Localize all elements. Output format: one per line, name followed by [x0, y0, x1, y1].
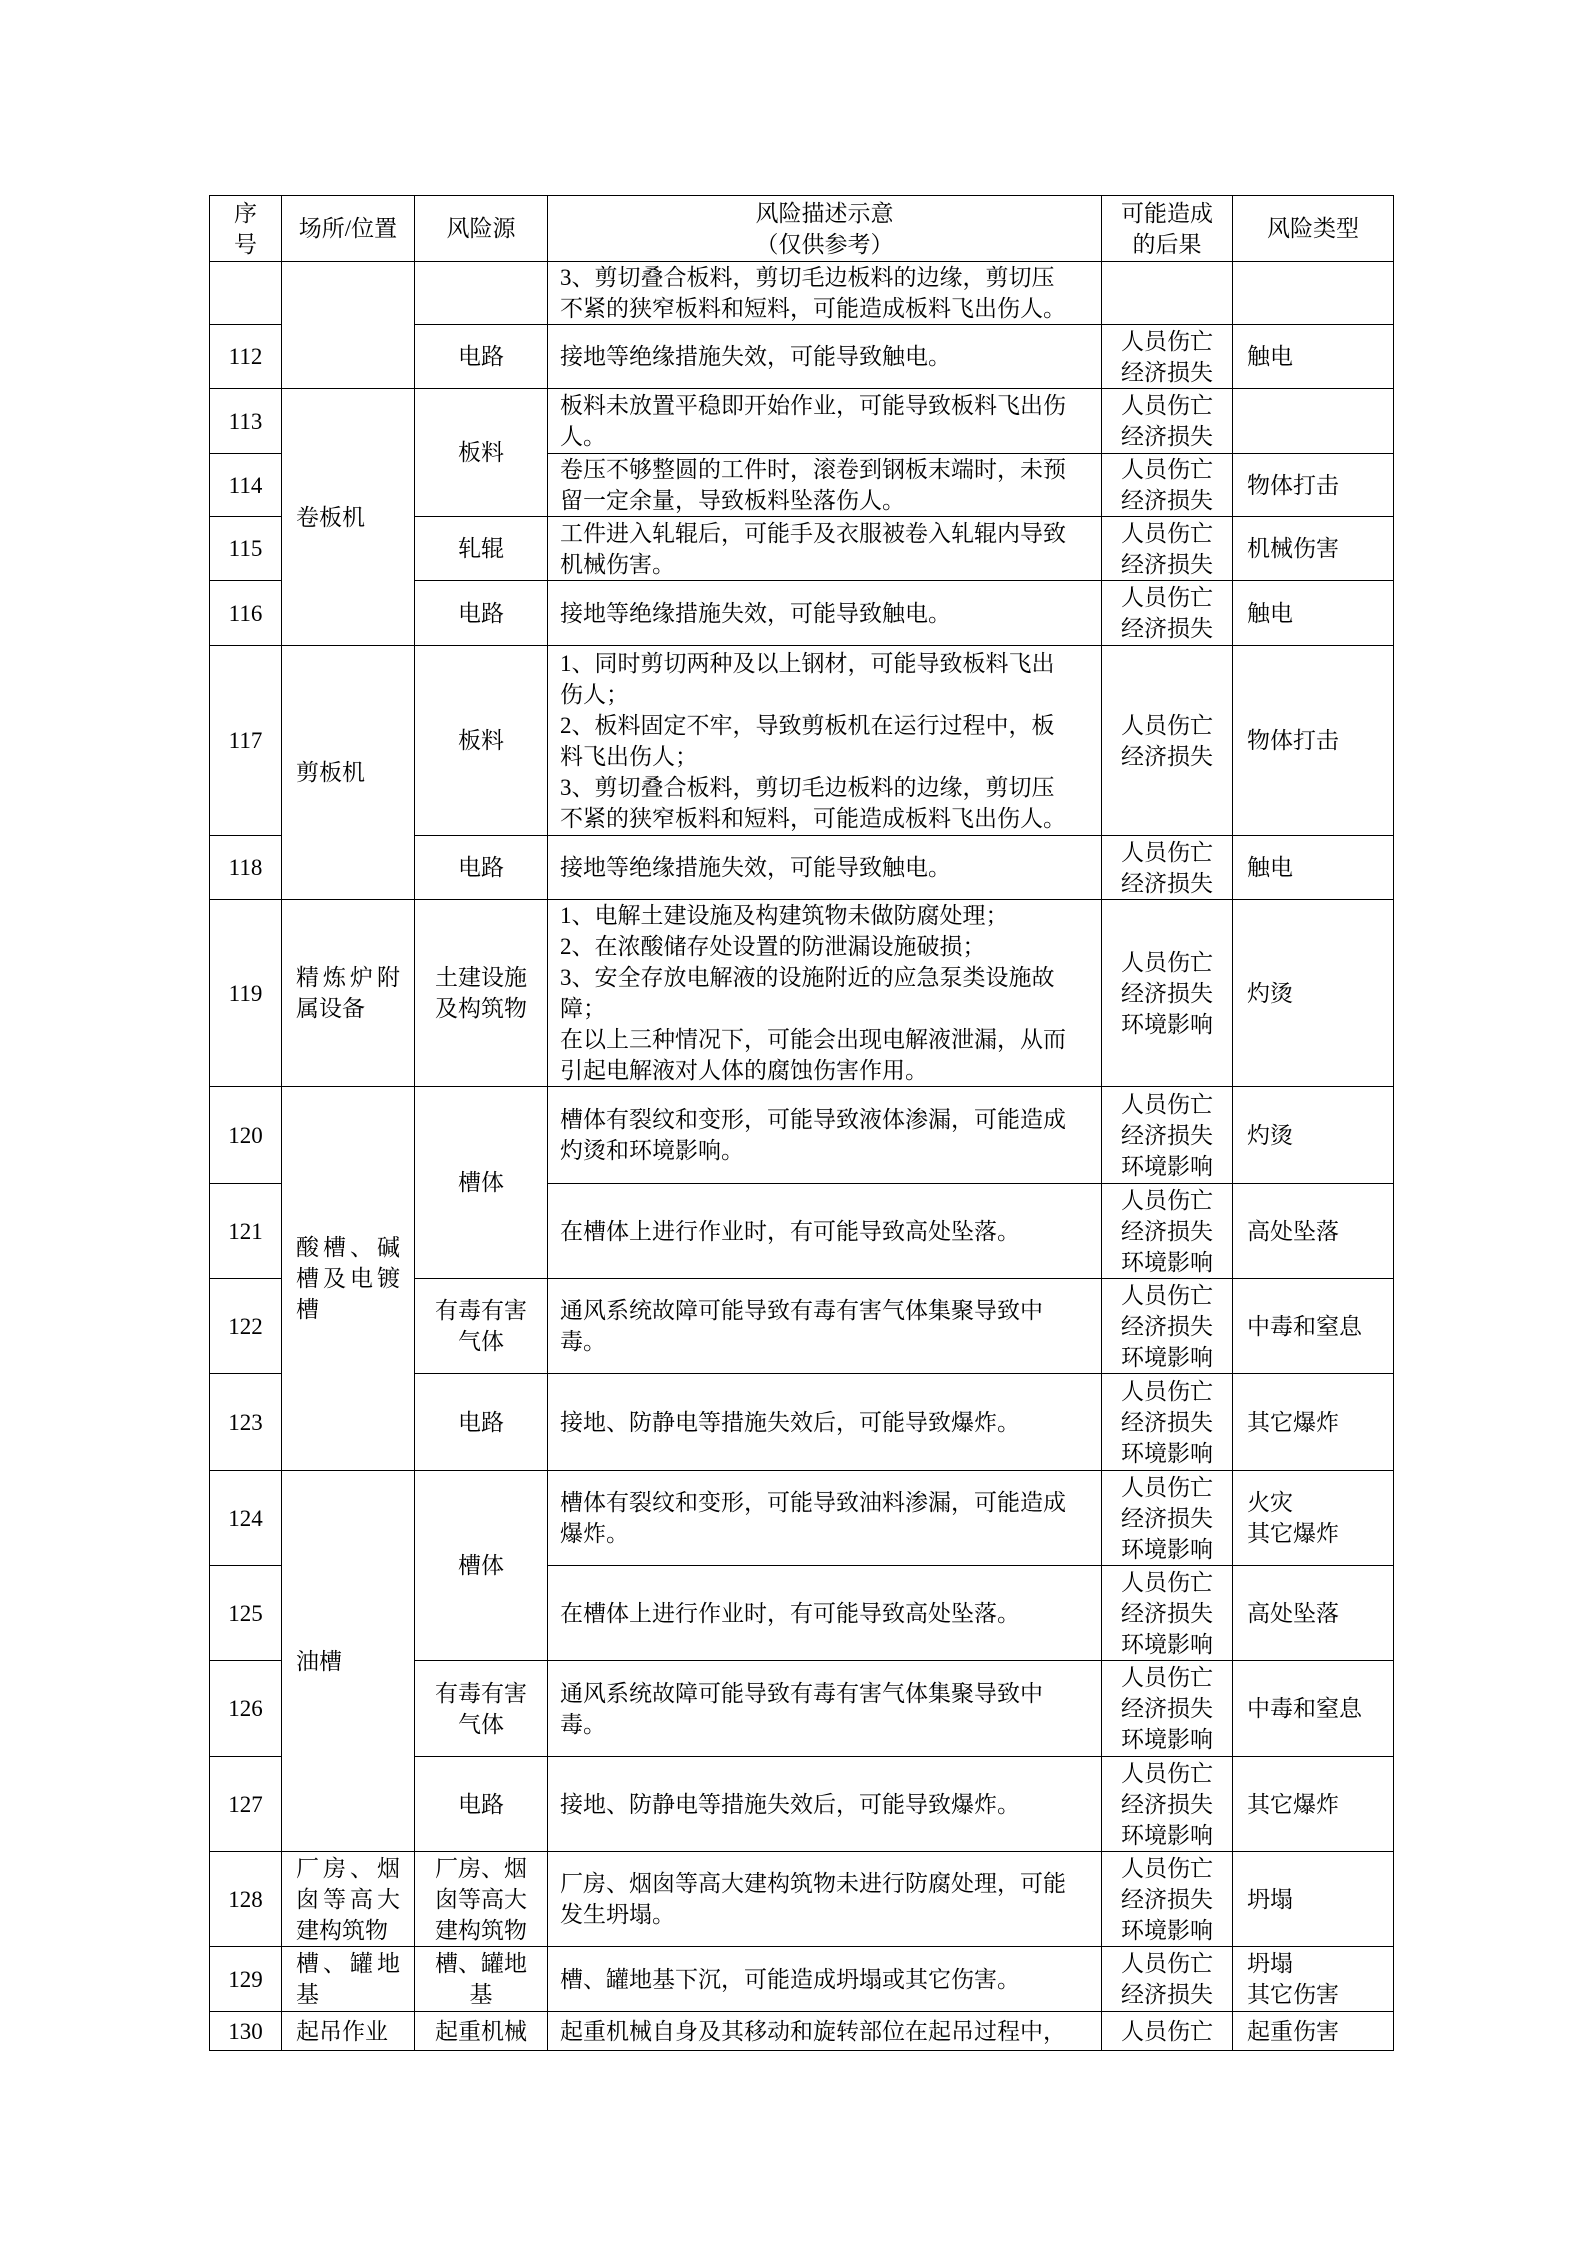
description-line: 1、电解土建设施及构建筑物未做防腐处理；: [560, 903, 1009, 928]
risk-description-cell: [548, 2012, 1102, 2051]
risk-type-cell: [1233, 1661, 1394, 1757]
consequence-cell: [1102, 262, 1233, 325]
description-line: 在槽体上进行作业时，有可能导致高处坠落。: [560, 1218, 1020, 1244]
consequence-cell: [1102, 389, 1233, 454]
description-line: 槽、罐地基下沉，可能造成坍塌或其它伤害。: [560, 1966, 1020, 1992]
risk-type-cell: [1233, 517, 1394, 581]
risk-type-line: 高处坠落: [1247, 1218, 1339, 1244]
consequence-cell: [1102, 1374, 1233, 1471]
consequence-line: 人员伤亡: [1121, 393, 1213, 418]
consequence-line: 人员伤亡: [1121, 585, 1213, 610]
description-line: 通风系统故障可能导致有毒有害气体集聚导致中: [560, 1680, 1043, 1706]
description-line: 人。: [560, 424, 606, 449]
description-line: 障；: [560, 996, 606, 1021]
risk-type-line: 高处坠落: [1247, 1600, 1339, 1626]
consequence-line: 人员伤亡: [1121, 1474, 1213, 1500]
consequence-cell: [1102, 1661, 1233, 1757]
risk-type-line: 其它伤害: [1247, 1982, 1339, 2007]
description-line: 3、剪切叠合板料，剪切毛边板料的边缘，剪切压: [560, 774, 1055, 800]
risk-source-cell: 电路: [415, 836, 548, 900]
consequence-line: 人员伤亡: [1121, 1665, 1213, 1690]
risk-source-cell: 电路: [415, 1374, 548, 1471]
consequence-line: 经济损失: [1121, 1122, 1213, 1148]
consequence-line: 经济损失: [1121, 743, 1213, 769]
consequence-line: 环境影响: [1121, 1822, 1213, 1848]
description-line: 料飞出伤人；: [560, 743, 698, 769]
header-location: 场所/位置: [282, 196, 415, 262]
risk-type-line: 机械伤害: [1247, 536, 1339, 561]
risk-type-cell: [1233, 1279, 1394, 1374]
risk-description-cell: [548, 1279, 1102, 1374]
table-body: [210, 262, 1394, 2051]
consequence-line: 人员伤亡: [1121, 1187, 1213, 1213]
consequence-cell: [1102, 454, 1233, 517]
seq-cell: 125: [210, 1566, 282, 1661]
description-line: 在槽体上进行作业时，有可能导致高处坠落。: [560, 1600, 1020, 1626]
description-line: 毒。: [560, 1329, 606, 1354]
risk-source-cell: 电路: [415, 581, 548, 646]
consequence-cell: [1102, 1852, 1233, 1947]
risk-type-cell: [1233, 646, 1394, 836]
seq-cell: 118: [210, 836, 282, 900]
risk-source-cell: 土建设施及构筑物: [415, 900, 548, 1087]
header-risk-source: 风险源: [415, 196, 548, 262]
consequence-line: 人员伤亡: [1121, 1855, 1213, 1881]
consequence-line: 经济损失: [1121, 424, 1213, 449]
risk-description-cell: [548, 1374, 1102, 1471]
risk-type-cell: [1233, 1184, 1394, 1279]
seq-cell: 128: [210, 1852, 282, 1947]
table-row: [210, 900, 1394, 1087]
seq-cell: 115: [210, 517, 282, 581]
consequence-line: 环境影响: [1121, 1011, 1213, 1037]
consequence-cell: [1102, 1566, 1233, 1661]
location-cell: 剪板机: [282, 646, 415, 900]
description-line: 卷压不够整圆的工件时，滚卷到钢板末端时，未预: [560, 457, 1066, 482]
description-line: 3、安全存放电解液的设施附近的应急泵类设施故: [560, 965, 1055, 990]
risk-description-cell: [548, 517, 1102, 581]
seq-cell: 126: [210, 1661, 282, 1757]
risk-description-cell: [548, 1947, 1102, 2012]
risk-description-cell: [548, 325, 1102, 389]
header-description-line: （仅供参考）: [755, 231, 894, 257]
risk-description-cell: [548, 900, 1102, 1087]
consequence-cell: [1102, 581, 1233, 646]
consequence-line: 人员伤亡: [1121, 2018, 1213, 2044]
risk-type-line: 坍塌: [1247, 1886, 1293, 1912]
seq-cell: 121: [210, 1184, 282, 1279]
seq-cell: 123: [210, 1374, 282, 1471]
location-cell: 槽、罐地基: [282, 1947, 415, 2012]
risk-description-cell: [548, 836, 1102, 900]
consequence-line: 人员伤亡: [1121, 712, 1213, 738]
header-seq-line: 序: [234, 200, 257, 226]
description-line: 灼烫和环境影响。: [560, 1138, 744, 1163]
consequence-cell: [1102, 1757, 1233, 1852]
description-line: 接地等绝缘措施失效，可能导致触电。: [560, 855, 951, 880]
consequence-cell: [1102, 1087, 1233, 1184]
description-line: 接地等绝缘措施失效，可能导致触电。: [560, 600, 951, 626]
risk-source-cell: 电路: [415, 325, 548, 389]
seq-cell: 127: [210, 1757, 282, 1852]
consequence-line: 经济损失: [1121, 980, 1213, 1006]
consequence-line: 经济损失: [1121, 1791, 1213, 1817]
seq-cell: 119: [210, 900, 282, 1087]
table-row: [210, 1087, 1394, 1184]
table-row: [210, 1947, 1394, 2012]
risk-type-cell: [1233, 1757, 1394, 1852]
consequence-line: 环境影响: [1121, 1631, 1213, 1657]
consequence-line: 环境影响: [1121, 1249, 1213, 1275]
risk-source-cell: 起重机械: [415, 2012, 548, 2051]
consequence-line: 人员伤亡: [1121, 1760, 1213, 1786]
seq-cell: [210, 262, 282, 325]
consequence-cell: [1102, 900, 1233, 1087]
risk-source-cell: 槽、罐地基: [415, 1947, 548, 2012]
risk-description-cell: [548, 1661, 1102, 1757]
location-cell: [282, 262, 415, 389]
consequence-line: 经济损失: [1121, 1886, 1213, 1912]
description-line: 槽体有裂纹和变形，可能导致油料渗漏，可能造成: [560, 1490, 1066, 1515]
consequence-cell: [1102, 517, 1233, 581]
location-cell: 油槽: [282, 1471, 415, 1852]
consequence-cell: [1102, 1947, 1233, 2012]
consequence-line: 环境影响: [1121, 1344, 1213, 1370]
risk-type-line: 其它爆炸: [1247, 1791, 1339, 1817]
risk-type-cell: [1233, 1566, 1394, 1661]
header-consequence: [1102, 196, 1233, 262]
consequence-cell: [1102, 1279, 1233, 1374]
description-line: 不紧的狭窄板料和短料，可能造成板料飞出伤人。: [560, 805, 1066, 831]
consequence-line: 人员伤亡: [1121, 1951, 1213, 1976]
consequence-line: 经济损失: [1121, 1505, 1213, 1531]
consequence-line: 人员伤亡: [1121, 1282, 1213, 1308]
risk-source-cell: [415, 262, 548, 325]
risk-description-cell: [548, 581, 1102, 646]
consequence-line: 人员伤亡: [1121, 839, 1213, 865]
risk-type-cell: [1233, 1374, 1394, 1471]
header-risk-type: 风险类型: [1233, 196, 1394, 262]
consequence-cell: [1102, 1184, 1233, 1279]
header-seq-line: 号: [234, 231, 257, 257]
description-line: 接地等绝缘措施失效，可能导致触电。: [560, 344, 951, 369]
table-header: [210, 196, 1394, 262]
risk-description-cell: [548, 262, 1102, 325]
header-consequence-line: 可能造成: [1121, 200, 1213, 226]
table-row: [210, 389, 1394, 454]
description-line: 爆炸。: [560, 1521, 629, 1546]
description-line: 接地、防静电等措施失效后，可能导致爆炸。: [560, 1409, 1020, 1435]
description-line: 毒。: [560, 1711, 606, 1737]
description-line: 槽体有裂纹和变形，可能导致液体渗漏，可能造成: [560, 1107, 1066, 1132]
risk-type-cell: [1233, 454, 1394, 517]
risk-type-cell: [1233, 1947, 1394, 2012]
risk-source-cell: 有毒有害气体: [415, 1279, 548, 1374]
risk-type-line: 灼烫: [1247, 1122, 1293, 1148]
consequence-cell: [1102, 325, 1233, 389]
table-row: [210, 262, 1394, 325]
consequence-line: 经济损失: [1121, 870, 1213, 896]
table-row: [210, 1471, 1394, 1566]
location-cell: 卷板机: [282, 389, 415, 646]
risk-type-line: 触电: [1247, 344, 1293, 369]
risk-type-line: 中毒和窒息: [1247, 1313, 1362, 1339]
location-cell: 起吊作业: [282, 2012, 415, 2051]
consequence-line: 人员伤亡: [1121, 949, 1213, 975]
consequence-line: 人员伤亡: [1121, 457, 1213, 482]
risk-type-cell: [1233, 389, 1394, 454]
risk-description-cell: [548, 1757, 1102, 1852]
risk-type-line: 坍塌: [1247, 1951, 1293, 1976]
consequence-line: 人员伤亡: [1121, 1091, 1213, 1117]
seq-cell: 122: [210, 1279, 282, 1374]
risk-description-cell: [548, 646, 1102, 836]
risk-type-cell: [1233, 1471, 1394, 1566]
consequence-line: 经济损失: [1121, 1409, 1213, 1435]
consequence-line: 人员伤亡: [1121, 1378, 1213, 1404]
description-line: 留一定余量，导致板料坠落伤人。: [560, 488, 905, 513]
risk-source-cell: 轧辊: [415, 517, 548, 581]
description-line: 1、同时剪切两种及以上钢材，可能导致板料飞出: [560, 650, 1055, 676]
description-line: 2、在浓酸储存处设置的防泄漏设施破损；: [560, 934, 986, 959]
risk-source-cell: 板料: [415, 646, 548, 836]
table-row: [210, 1852, 1394, 1947]
risk-type-line: 物体打击: [1247, 728, 1339, 753]
risk-type-cell: [1233, 900, 1394, 1087]
consequence-line: 环境影响: [1121, 1440, 1213, 1466]
consequence-line: 经济损失: [1121, 1313, 1213, 1339]
risk-type-cell: [1233, 581, 1394, 646]
table-row: [210, 646, 1394, 836]
risk-type-cell: [1233, 1852, 1394, 1947]
seq-cell: 120: [210, 1087, 282, 1184]
risk-description-cell: [548, 1471, 1102, 1566]
risk-source-cell: 有毒有害气体: [415, 1661, 548, 1757]
seq-cell: 113: [210, 389, 282, 454]
consequence-line: 人员伤亡: [1121, 520, 1213, 546]
risk-type-line: 触电: [1247, 600, 1293, 626]
risk-type-line: 中毒和窒息: [1247, 1696, 1362, 1721]
risk-type-cell: [1233, 1087, 1394, 1184]
risk-source-cell: 板料: [415, 389, 548, 517]
risk-description-cell: [548, 1087, 1102, 1184]
header-risk-description: [548, 196, 1102, 262]
location-cell: 厂房、烟囱等高大建构筑物: [282, 1852, 415, 1947]
risk-source-cell: 槽体: [415, 1471, 548, 1661]
consequence-line: 人员伤亡: [1121, 328, 1213, 354]
consequence-line: 经济损失: [1121, 1982, 1213, 2007]
description-line: 机械伤害。: [560, 551, 675, 577]
seq-cell: 130: [210, 2012, 282, 2051]
risk-source-cell: 厂房、烟囱等高大建构筑物: [415, 1852, 548, 1947]
header-consequence-line: 的后果: [1132, 231, 1202, 257]
description-line: 接地、防静电等措施失效后，可能导致爆炸。: [560, 1791, 1020, 1817]
risk-type-cell: [1233, 2012, 1394, 2051]
seq-cell: 112: [210, 325, 282, 389]
risk-type-line: 灼烫: [1247, 980, 1293, 1006]
risk-type-cell: [1233, 836, 1394, 900]
consequence-cell: [1102, 836, 1233, 900]
header-seq: [210, 196, 282, 262]
location-cell: 精炼炉附属设备: [282, 900, 415, 1087]
description-line: 起重机械自身及其移动和旋转部位在起吊过程中，: [560, 2018, 1066, 2044]
description-line: 伤人；: [560, 681, 629, 707]
risk-source-cell: 槽体: [415, 1087, 548, 1279]
risk-type-line: 物体打击: [1247, 472, 1339, 498]
consequence-line: 经济损失: [1121, 551, 1213, 577]
risk-description-cell: [548, 1852, 1102, 1947]
risk-type-line: 其它爆炸: [1247, 1409, 1339, 1435]
risk-type-line: 起重伤害: [1247, 2018, 1339, 2044]
description-line: 在以上三种情况下，可能会出现电解液泄漏，从而: [560, 1027, 1066, 1052]
header-description-line: 风险描述示意: [755, 200, 894, 226]
consequence-line: 经济损失: [1121, 616, 1213, 641]
description-line: 2、板料固定不牢，导致剪板机在运行过程中，板: [560, 712, 1055, 738]
risk-description-cell: [548, 1184, 1102, 1279]
risk-type-cell: [1233, 325, 1394, 389]
risk-type-line: 触电: [1247, 855, 1293, 880]
risk-type-line: 其它爆炸: [1247, 1521, 1339, 1546]
consequence-line: 环境影响: [1121, 1727, 1213, 1752]
consequence-line: 环境影响: [1121, 1153, 1213, 1179]
consequence-line: 经济损失: [1121, 1600, 1213, 1626]
consequence-cell: [1102, 646, 1233, 836]
consequence-line: 经济损失: [1121, 488, 1213, 513]
risk-description-cell: [548, 454, 1102, 517]
header-row: [210, 196, 1394, 262]
consequence-line: 经济损失: [1121, 359, 1213, 385]
seq-cell: 117: [210, 646, 282, 836]
seq-cell: 129: [210, 1947, 282, 2012]
consequence-line: 环境影响: [1121, 1917, 1213, 1943]
consequence-line: 人员伤亡: [1121, 1569, 1213, 1595]
description-line: 引起电解液对人体的腐蚀伤害作用。: [560, 1058, 928, 1083]
risk-type-line: 火灾: [1247, 1490, 1293, 1515]
description-line: 3、剪切叠合板料，剪切毛边板料的边缘，剪切压: [560, 265, 1055, 290]
consequence-line: 经济损失: [1121, 1218, 1213, 1244]
description-line: 发生坍塌。: [560, 1902, 675, 1927]
description-line: 厂房、烟囱等高大建构筑物未进行防腐处理，可能: [560, 1871, 1066, 1896]
risk-source-cell: 电路: [415, 1757, 548, 1852]
description-line: 通风系统故障可能导致有毒有害气体集聚导致中: [560, 1298, 1043, 1323]
consequence-cell: [1102, 2012, 1233, 2051]
consequence-line: 环境影响: [1121, 1536, 1213, 1562]
description-line: 工件进入轧辊后，可能手及衣服被卷入轧辊内导致: [560, 520, 1066, 546]
table-row: [210, 2012, 1394, 2051]
seq-cell: 124: [210, 1471, 282, 1566]
description-line: 板料未放置平稳即开始作业，可能导致板料飞出伤: [560, 393, 1066, 418]
risk-assessment-table: [209, 195, 1394, 2051]
consequence-line: 经济损失: [1121, 1696, 1213, 1721]
consequence-cell: [1102, 1471, 1233, 1566]
seq-cell: 116: [210, 581, 282, 646]
description-line: 不紧的狭窄板料和短料，可能造成板料飞出伤人。: [560, 296, 1066, 321]
risk-type-cell: [1233, 262, 1394, 325]
seq-cell: 114: [210, 454, 282, 517]
location-cell: 酸槽、碱槽及电镀槽: [282, 1087, 415, 1471]
risk-description-cell: [548, 389, 1102, 454]
risk-description-cell: [548, 1566, 1102, 1661]
